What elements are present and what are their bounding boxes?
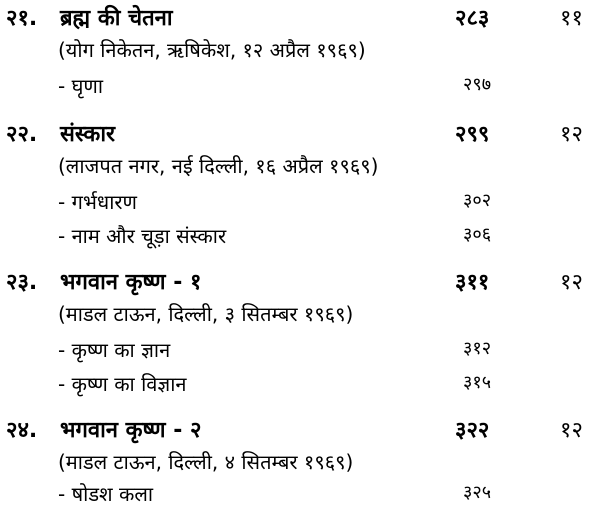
subsection-label: - षोडश कला: [58, 482, 154, 506]
subsection-page: ३१२: [463, 338, 492, 359]
subsection-label: - कृष्ण का विज्ञान: [58, 372, 187, 396]
chapter-title: ब्रह्म की चेतना: [60, 6, 173, 31]
chapter-number: २१.: [6, 6, 38, 31]
list-item: [0, 336, 600, 366]
list-item: [0, 222, 600, 252]
list-item: [0, 188, 600, 218]
chapter-24-note-row: [0, 448, 600, 478]
subsection-label: - कृष्ण का ज्ञान: [58, 338, 171, 362]
chapter-title: संस्कार: [60, 122, 116, 147]
chapter-21-note-row: [0, 36, 600, 66]
chapter-count: १२: [560, 418, 583, 443]
chapter-number: २४.: [6, 418, 38, 443]
chapter-note: (माडल टाऊन, दिल्ली, ४ सितम्बर १९६९): [58, 450, 354, 474]
subsection-label: - नाम और चूड़ा संस्कार: [58, 224, 227, 248]
chapter-count: ११: [560, 6, 583, 31]
subsection-page: ३०६: [463, 224, 492, 245]
chapter-page: २९९: [455, 122, 490, 147]
chapter-count: १२: [560, 122, 583, 147]
chapter-number: २३.: [6, 270, 38, 295]
list-item: [0, 480, 600, 510]
chapter-count: १२: [560, 270, 583, 295]
chapter-22-heading: [0, 118, 600, 148]
chapter-note: (माडल टाऊन, दिल्ली, ३ सितम्बर १९६९): [58, 302, 354, 326]
subsection-page: ३२५: [463, 482, 492, 503]
chapter-page: ३११: [455, 270, 490, 295]
chapter-23-note-row: [0, 300, 600, 330]
subsection-page: ३०२: [463, 190, 492, 211]
chapter-21-heading: [0, 2, 600, 32]
chapter-title: भगवान कृष्ण - २: [60, 418, 202, 443]
chapter-22-note-row: [0, 152, 600, 182]
chapter-title: भगवान कृष्ण - १: [60, 270, 202, 295]
chapter-23-heading: [0, 266, 600, 296]
list-item: [0, 370, 600, 400]
chapter-24-heading: [0, 414, 600, 444]
list-item: [0, 72, 600, 102]
subsection-page: ३१५: [463, 372, 492, 393]
chapter-page: ३२२: [455, 418, 490, 443]
chapter-note: (लाजपत नगर, नई दिल्ली, १६ अप्रैल १९६९): [58, 154, 379, 178]
subsection-label: - घृणा: [58, 74, 104, 98]
chapter-note: (योग निकेतन, ऋषिकेश, १२ अप्रैल १९६९): [58, 38, 366, 62]
subsection-page: २९७: [463, 74, 492, 95]
chapter-page: २८३: [455, 6, 490, 31]
subsection-label: - गर्भधारण: [58, 190, 138, 214]
chapter-number: २२.: [6, 122, 38, 147]
